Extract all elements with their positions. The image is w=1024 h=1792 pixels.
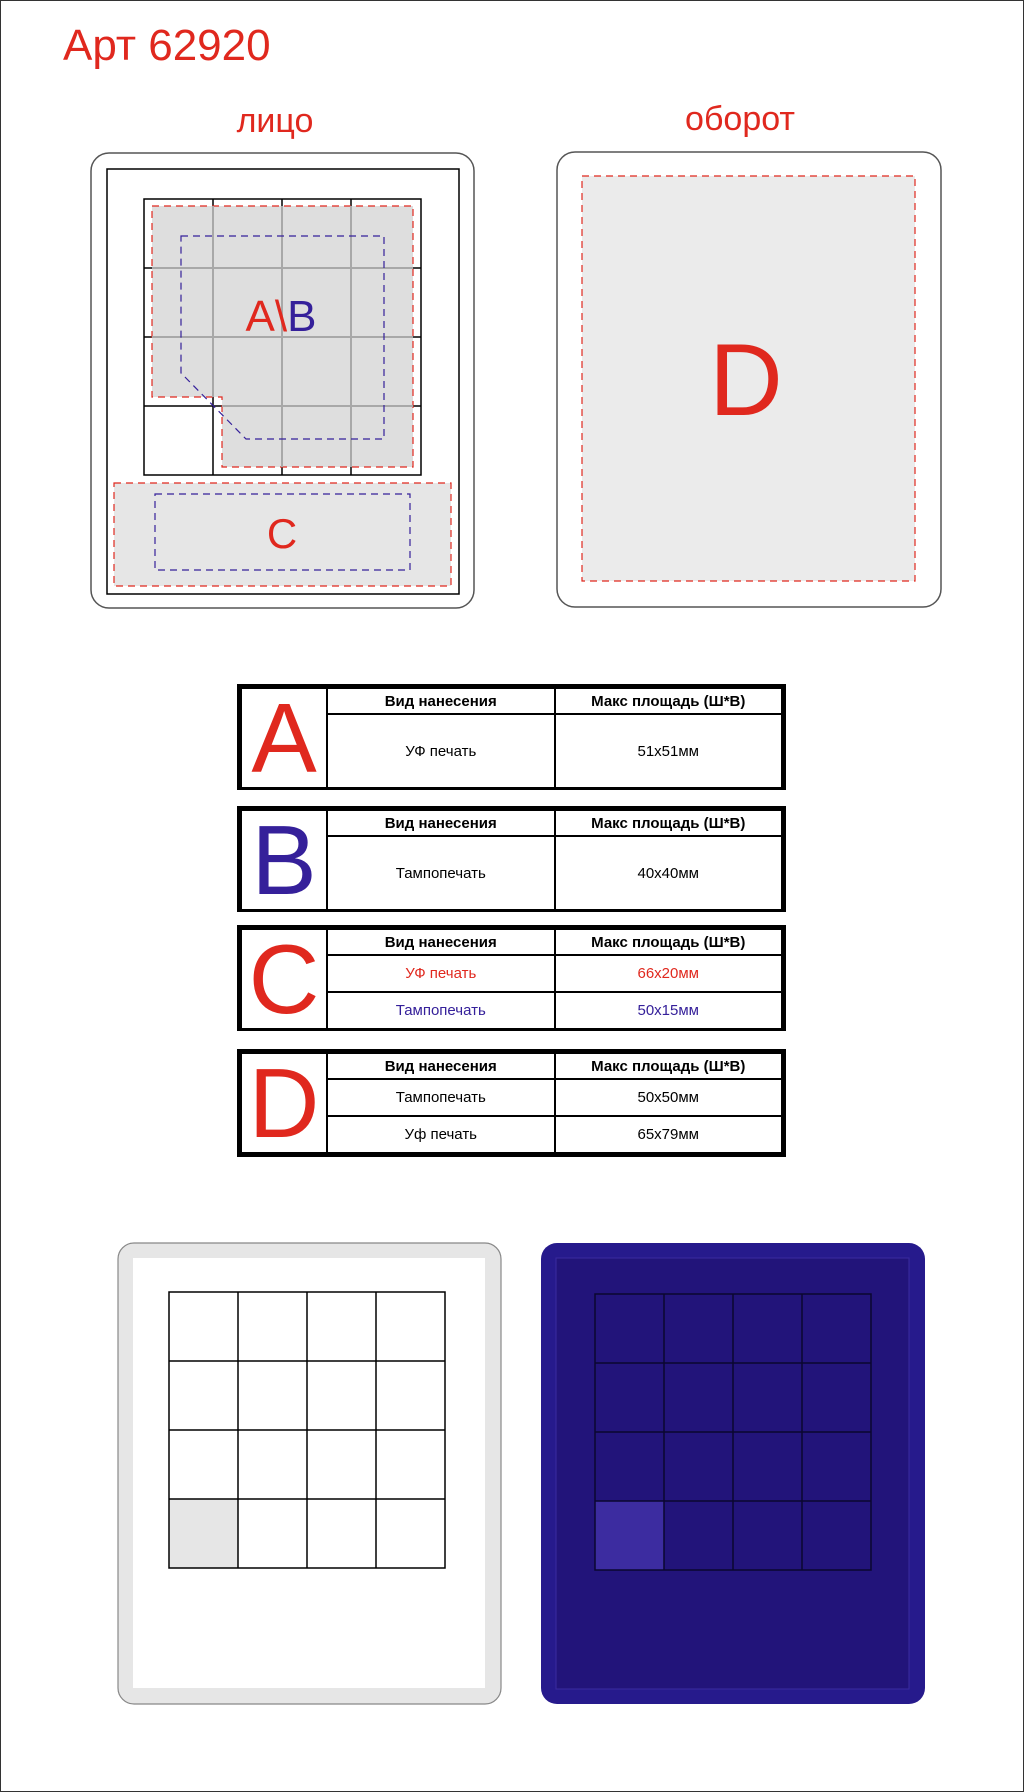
size-header: Макс площадь (Ш*В) bbox=[555, 810, 783, 836]
size-header: Макс площадь (Ш*В) bbox=[555, 1053, 783, 1079]
size-cell: 65x79мм bbox=[555, 1116, 783, 1153]
method-header: Вид нанесения bbox=[327, 688, 555, 714]
table-c-letter: C bbox=[248, 924, 320, 1034]
method-header: Вид нанесения bbox=[327, 929, 555, 955]
method-cell: Уф печать bbox=[327, 1116, 555, 1153]
table-d-letter: D bbox=[248, 1048, 320, 1158]
back-side-label: оборот bbox=[685, 100, 795, 138]
front-side-label: лицо bbox=[236, 102, 314, 140]
navy-empty-slot bbox=[595, 1501, 664, 1570]
size-header: Макс площадь (Ш*В) bbox=[555, 688, 783, 714]
zone-c-label: C bbox=[266, 510, 298, 557]
size-cell: 50x15мм bbox=[555, 992, 783, 1029]
size-header: Макс площадь (Ш*В) bbox=[555, 929, 783, 955]
zone-d-label: D bbox=[709, 323, 783, 437]
size-cell: 50x50мм bbox=[555, 1079, 783, 1116]
size-cell: 66x20мм bbox=[555, 955, 783, 992]
size-cell: 51x51мм bbox=[555, 714, 783, 788]
method-header: Вид нанесения bbox=[327, 1053, 555, 1079]
method-cell: Тампопечать bbox=[327, 836, 555, 910]
method-cell: УФ печать bbox=[327, 714, 555, 788]
table-b-letter: B bbox=[251, 805, 317, 915]
size-cell: 40x40мм bbox=[555, 836, 783, 910]
method-cell: Тампопечать bbox=[327, 1079, 555, 1116]
method-cell: Тампопечать bbox=[327, 992, 555, 1029]
zone-ab-label: A\B bbox=[245, 292, 317, 341]
method-header: Вид нанесения bbox=[327, 810, 555, 836]
article-title: Арт 62920 bbox=[63, 21, 271, 70]
method-cell: УФ печать bbox=[327, 955, 555, 992]
table-a-letter: A bbox=[251, 683, 317, 793]
